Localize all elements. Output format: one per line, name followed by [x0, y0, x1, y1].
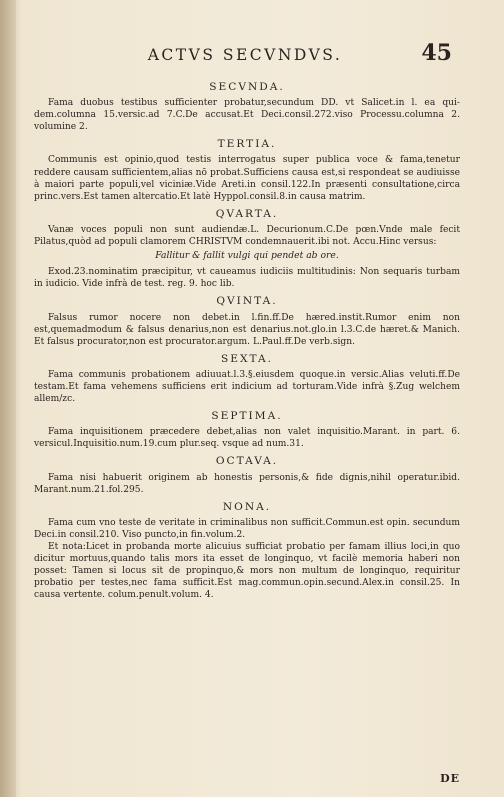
paragraph: Fama cum vno teste de veritate in criminalibus non sufficit.Commun.est opin. secundum Deci.in consil.210. Viso puncto,in fin.volum.2.: [34, 517, 460, 540]
verse-quote: Fallitur & fallit vulgi qui pendet ab ore.: [155, 250, 339, 262]
page-body: [34, 76, 460, 603]
section-body-quarta: [34, 224, 460, 290]
section-heading-septima: SEPTIMA.: [211, 410, 283, 423]
section-heading-tertia: TERTIA.: [217, 138, 277, 151]
section-body-quinta: [34, 312, 460, 348]
paragraph: Vanæ voces populi non sunt audiendæ.L. Decurionum.C.De pœn.Vnde male fecit Pilatus,quòd ad populi clamorem CHRISTVM condemnauerit.ibi not. Accu.Hinc versus:: [34, 224, 460, 248]
paragraph: Exod.23.nominatim præcipitur, vt caueamus iudiciis multitudinis: Non sequaris turbam in iudicio. Vide infrà de test. reg. 9. hoc lib.: [34, 267, 460, 290]
page-binding-edge: [0, 0, 16, 797]
section-body-septima: [34, 426, 460, 450]
paragraph: Fama inquisitionem præcedere debet,alias non valet inquisitio.Marant. in part. 6. versicul.Inquisitio.num.19.cum plur.seq. vsque ad num.31.: [34, 427, 460, 450]
section-heading-secunda: SECVNDA.: [209, 81, 285, 93]
paragraph: Fama nisi habuerit originem ab honestis personis,& fide dignis,nihil operatur.ibid. Marant.num.21.fol.295.: [34, 472, 460, 495]
paragraph: Fama duobus testibus sufficienter probatur,secundum DD. vt Salicet.in l. ea qui-dem.columna 15.versic.ad 7.C.De accusat.Et Deci.consil.272.viso Processu.columna 2. volumine 2.: [34, 98, 460, 133]
section-body-octava: [34, 472, 460, 496]
catchword: DE: [440, 772, 460, 785]
paragraph: Communis est opinio,quod testis interrogatus super publica voce & fama,tenetur reddere causam sufficientem,alias nō probat.Sufficiens causa est,si respondeat se audiuisse à maiori parte populi,vel viciniæ.Vide Areti.in consil.122.In præsenti consultatione,circa princ.vers.Est tamen altercatio.Et latè Hyppol.consil.8.in causa matrim.: [34, 155, 460, 202]
section-body-secunda: [34, 97, 460, 133]
paragraph: Et nota:Licet in probanda morte alicuius sufficiat probatio per famam illius loci,in quo dicitur mortuus,quando talis mors ita esset de longinquo, vt facilè memoria haberi non posset: Tamen si locus sit de propinquo,& mors non multum de longinquo, requiritur probatio per testes,nec fama sufficit.Est mag.commun.opin.secund.Alex.in consil.25. In causa vertente. colum.penult.volum. 4.: [34, 542, 460, 601]
paragraph: Fama communis probationem adiuuat.l.3.§.eiusdem quoque.in versic.Alias veluti.ff.De testam.Et fama vehemens sufficiens erit indicium ad torturam.Vide infrà §.Zug welchem allem/zc.: [34, 369, 460, 405]
section-heading-sexta: SEXTA.: [220, 352, 274, 365]
section-body-sexta: [34, 369, 460, 405]
section-heading-nona: NONA.: [222, 500, 272, 513]
section-heading-quarta: QVARTA.: [215, 207, 279, 220]
section-heading-quinta: QVINTA.: [216, 295, 278, 308]
page-number: 45: [421, 40, 452, 66]
section-heading-octava: OCTAVA.: [215, 455, 279, 468]
section-body-nona: [34, 517, 460, 602]
paragraph: Falsus rumor nocere non debet.in l.fin.ff.De hæred.instit.Rumor enim non est,quemadmodum & falsus denarius,non est denarius.not.glo.in l.3.C.de hæret.& Manich. Et falsus procurator,non est procurator.argum. L.Paul.ff.De verb.sign.: [34, 312, 460, 347]
running-head: ACTVS SECVNDVS.: [147, 46, 343, 64]
page-header: [0, 40, 504, 70]
section-body-tertia: [34, 154, 460, 202]
